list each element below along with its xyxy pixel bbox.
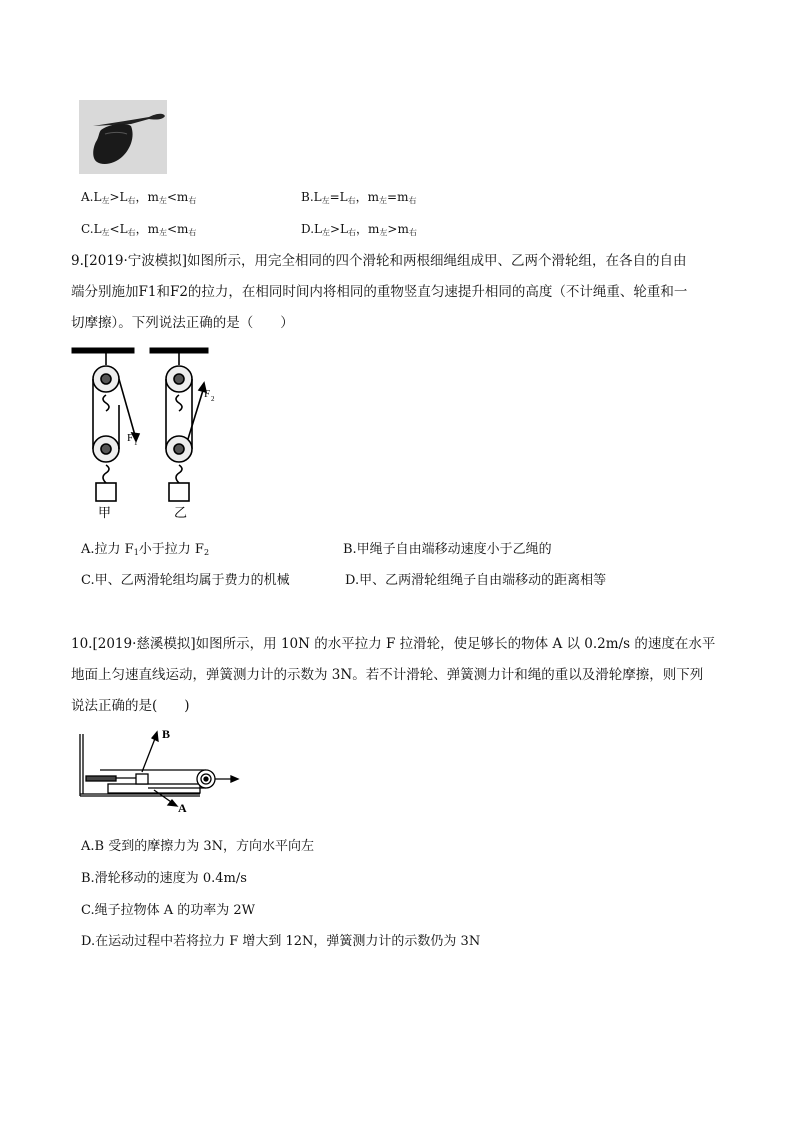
label-f1-sub: 1	[134, 439, 138, 447]
q8-c-sub3: 左	[158, 228, 167, 237]
q9-option-b[interactable]: B.甲绳子自由端移动速度小于乙绳的	[343, 542, 552, 557]
q8-b-text3: ，m	[355, 190, 380, 204]
q9-line1: 9.[2019·宁波模拟]如图所示，用完全相同的四个滑轮和两根细绳组成甲、乙两个滑轮组，在各自的自由	[71, 253, 687, 269]
q8-a-text4: <m	[166, 190, 189, 204]
q8-a-sub3: 左	[158, 196, 167, 205]
q8-b-sub4: 右	[408, 196, 417, 205]
q9-line2: 端分别施加F1和F2的拉力，在相同时间内将相同的重物竖直匀速提升相同的高度（不计绳重、轮重和一	[71, 284, 688, 300]
q8-c-sub4: 右	[188, 228, 197, 237]
q9-option-a[interactable]	[81, 538, 209, 557]
label-a: A	[178, 801, 187, 815]
q9-a-sub2: 2	[203, 548, 210, 557]
spring-scale-diagram	[78, 724, 240, 816]
q8-c-text4: <m	[166, 222, 189, 236]
q8-d-sub2: 右	[348, 228, 357, 237]
q9-a-text2: 小于拉力 F	[138, 542, 204, 557]
q8-a-text: A.L	[81, 190, 102, 204]
q8-option-d[interactable]	[301, 220, 417, 238]
label-b: B	[162, 727, 171, 741]
hand-spoon-figure	[79, 100, 167, 174]
ceiling-right	[150, 348, 208, 353]
label-f1: F	[127, 432, 134, 444]
q9-a-text: A.拉力 F	[81, 542, 134, 557]
q8-a-text3: ，m	[135, 190, 159, 204]
spring-scale-figure	[78, 724, 240, 816]
q8-a-text2: >L	[109, 190, 128, 204]
q8-d-text3: ，m	[356, 222, 380, 236]
q8-c-sub: 左	[101, 228, 110, 237]
ceiling-left	[72, 348, 134, 353]
pulley-diagram	[70, 345, 230, 523]
q9-line3: 切摩擦）。下列说法正确的是（ ）	[71, 315, 294, 331]
q8-a-sub2: 右	[127, 196, 136, 205]
pulley-figure	[70, 345, 230, 523]
q8-d-text4: >m	[387, 222, 409, 236]
q8-b-text2: =L	[329, 190, 348, 204]
pulley-system-right	[166, 353, 206, 501]
q8-c-text2: <L	[109, 222, 128, 236]
q8-d-sub4: 右	[408, 228, 417, 237]
q8-b-sub2: 右	[347, 196, 356, 205]
q8-a-sub: 左	[101, 196, 110, 205]
q8-d-sub3: 左	[379, 228, 388, 237]
label-f2-sub: 2	[211, 395, 215, 403]
q8-b-sub: 左	[321, 196, 330, 205]
pulley-system-left	[93, 353, 139, 501]
q8-c-text: C.L	[81, 222, 102, 236]
q9-a-sub1: 1	[133, 548, 139, 557]
q8-d-text2: >L	[329, 222, 349, 236]
q8-option-a[interactable]	[81, 188, 196, 206]
q10-line1: 10.[2019·慈溪模拟]如图所示，用 10N 的水平拉力 F 拉滑轮，使足够长的物体 A 以 0.2m/s 的速度在水平	[71, 636, 716, 652]
q10-stem	[71, 633, 731, 718]
q10-option-b[interactable]: B.滑轮移动的速度为 0.4m/s	[81, 871, 247, 886]
label-f2: F	[204, 388, 211, 400]
q10-option-c[interactable]: C.绳子拉物体 A 的功率为 2W	[81, 903, 256, 918]
q8-c-sub2: 右	[127, 228, 136, 237]
q9-option-d[interactable]: D.甲、乙两滑轮组绳子自由端移动的距离相等	[345, 573, 607, 588]
label-jia: 甲	[98, 505, 112, 520]
q8-c-text3: ，m	[135, 222, 159, 236]
q8-option-c[interactable]	[81, 220, 196, 238]
q8-b-text4: =m	[387, 190, 409, 204]
q8-option-b[interactable]	[301, 188, 416, 206]
q9-option-c[interactable]: C.甲、乙两滑轮组均属于费力的机械	[81, 573, 290, 588]
q10-line3: 说法正确的是( )	[71, 698, 190, 714]
q8-d-text: D.L	[301, 222, 322, 236]
q8-b-text: B.L	[301, 190, 322, 204]
hand-spoon-image	[79, 100, 167, 174]
q10-line2: 地面上匀速直线运动，弹簧测力计的示数为 3N。若不计滑轮、弹簧测力计和绳的重以及滑轮摩擦，则下列	[71, 667, 704, 683]
q10-option-a[interactable]: A.B 受到的摩擦力为 3N，方向水平向左	[81, 839, 314, 854]
label-yi: 乙	[174, 505, 188, 520]
q9-stem	[71, 250, 731, 335]
q8-d-sub: 左	[321, 228, 330, 237]
q8-a-sub4: 右	[188, 196, 197, 205]
q8-b-sub3: 左	[379, 196, 388, 205]
q10-option-d[interactable]: D.在运动过程中若将拉力 F 增大到 12N，弹簧测力计的示数仍为 3N	[81, 934, 481, 949]
